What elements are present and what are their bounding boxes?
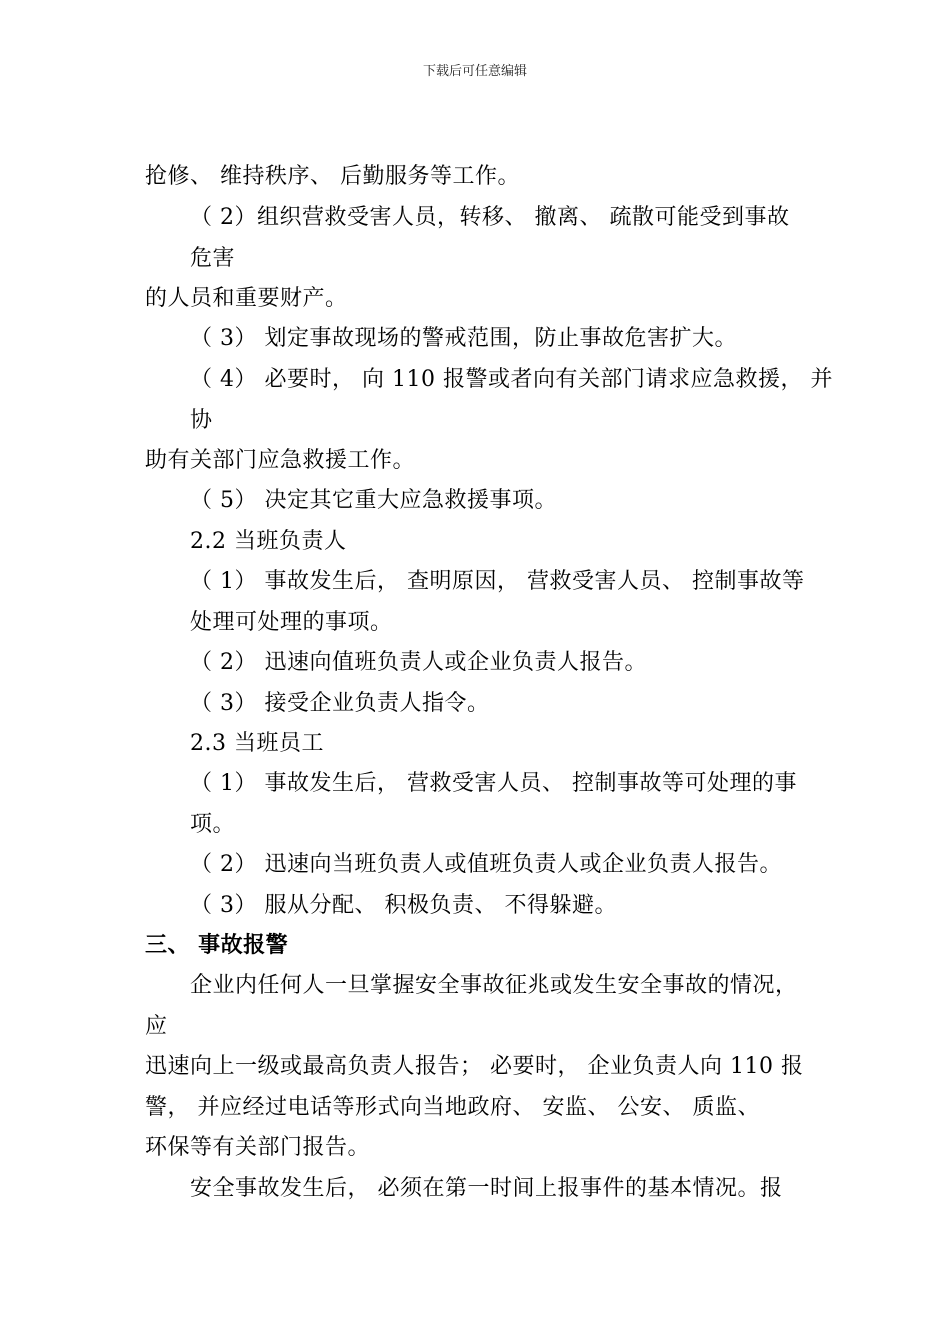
body-line: 警， 并应经过电话等形式向当地政府、 安监、 公安、 质监、 [145,1095,760,1120]
body-line: 安全事故发生后， 必须在第一时间上报事件的基本情况。报 [190,1176,783,1201]
page-header: 下载后可任意编辑 [422,64,527,79]
body-line: （ 4） 必要时， 向 110 报警或者向有关部门请求应急救援， 并 [190,367,833,392]
section-subheading: 2.2 当班负责人 [190,529,347,554]
body-line: 协 [190,408,213,433]
body-line: 处理可处理的事项。 [190,610,393,635]
body-line: 企业内任何人一旦掌握安全事故征兆或发生安全事故的情况， [190,973,798,998]
body-line: （ 2） 迅速向当班负责人或值班负责人或企业负责人报告。 [190,852,782,877]
body-line: （ 1） 事故发生后， 查明原因， 营救受害人员、 控制事故等 [190,569,805,594]
body-line: 环保等有关部门报告。 [145,1135,371,1160]
body-line: （ 2）组织营救受害人员，转移、 撤离、 疏散可能受到事故 [190,205,790,230]
body-line: （ 3） 划定事故现场的警戒范围，防止事故危害扩大。 [190,326,737,351]
body-line: （ 3） 接受企业负责人指令。 [190,691,490,716]
body-line: 危害 [190,246,236,271]
body-line: 的人员和重要财产。 [145,286,348,311]
body-line: 项。 [190,812,236,837]
body-line: （ 1） 事故发生后， 营救受害人员、 控制事故等可处理的事 [190,771,797,796]
body-line: （ 3） 服从分配、 积极负责、 不得躲避。 [190,893,617,918]
body-line: 应 [145,1014,168,1039]
body-line: 迅速向上一级或最高负责人报告； 必要时， 企业负责人向 110 报 [145,1054,804,1079]
body-line: 助有关部门应急救援工作。 [145,448,416,473]
section-heading: 三、 事故报警 [145,933,289,958]
body-line: （ 2） 迅速向值班负责人或企业负责人报告。 [190,650,647,675]
body-line: 抢修、 维持秩序、 后勤服务等工作。 [145,164,520,189]
section-subheading: 2.3 当班员工 [190,731,324,756]
body-line: （ 5） 决定其它重大应急救援事项。 [190,488,557,513]
